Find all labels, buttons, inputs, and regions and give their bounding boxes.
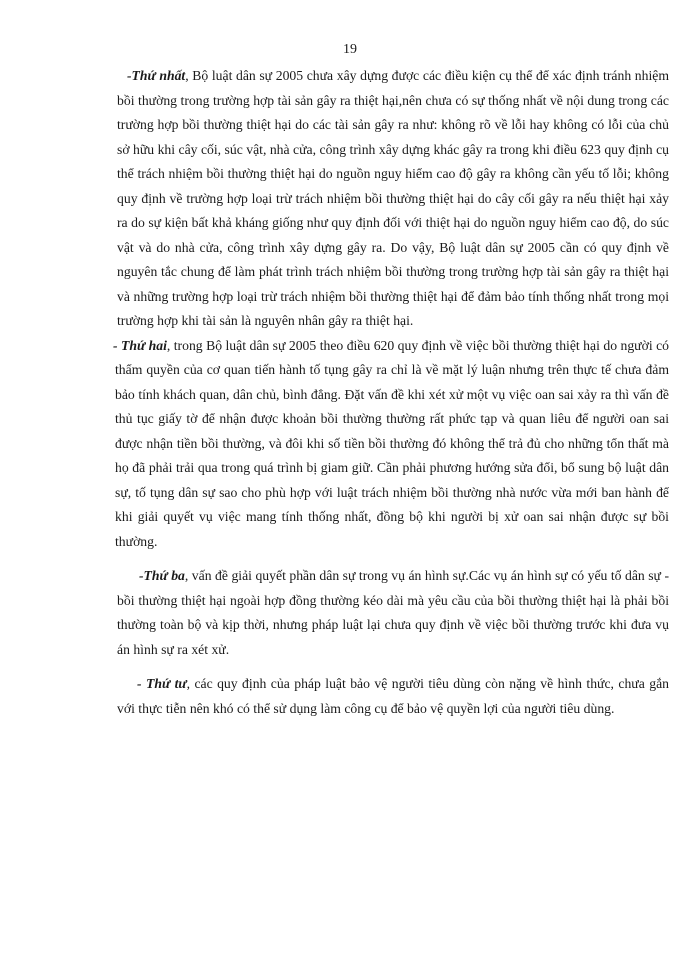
document-body [113, 64, 669, 721]
paragraph-first [117, 64, 669, 334]
paragraph-text: , các quy định của pháp luật bảo vệ người tiêu dùng còn nặng về hình thức, chưa gắn với thực tiễn nên khó có thể sử dụng làm công cụ để bảo vệ quyền lợi của người tiêu dùng. [117, 676, 669, 716]
paragraph-third [117, 564, 669, 662]
paragraph-lead: - Thứ hai [113, 337, 167, 353]
paragraph-lead: -Thứ nhất [127, 68, 186, 83]
paragraph-text: , Bộ luật dân sự 2005 chưa xây dựng được các điều kiện cụ thể để xác định tránh nhiệm bồi thường trong trường hợp tài sản gây ra thiệt hại,nên chưa có sự thống nhất về nội dung trong các trường hợp bồi thường thiệt hại do các tài sản gây ra như: không rõ về lỗi hay không có lỗi của chủ sở hữu khi cây cối, súc vật, nhà cửa, công trình xây dựng khác gây ra trong khi điều 623 quy định cụ thể trách nhiệm bồi thường thiệt hại do nguồn nguy hiểm cao độ gây ra không cần yếu tố lỗi; không quy định về trường hợp loại trừ trách nhiệm bồi thường thiệt hại do cây cối gây ra nếu thiệt hại xảy ra do sự kiện bất khả kháng giống như quy định đối với thiệt hại do nguồn nguy hiểm cao độ, do súc vật và do nhà cửa, công trình xây dựng gây ra. Do vậy, Bộ luật dân sự 2005 cần có quy định về nguyên tắc chung để làm phát trình trách nhiệm bồi thường trong trường hợp tài sản gây ra thiệt hại và những trường hợp loại trừ trách nhiệm bồi thường thiệt hại để đảm bảo tính thống nhất trong mọi trường hợp khi tài sản là nguyên nhân gây ra thiệt hại. [117, 68, 669, 328]
paragraph-second [115, 334, 669, 555]
paragraph-lead: -Thứ ba [139, 568, 185, 583]
paragraph-text: , vấn đề giải quyết phần dân sự trong vụ án hình sự.Các vụ án hình sự có yếu tố dân sự - bồi thường thiệt hại ngoài hợp đồng thường kéo dài mà yêu cầu của bồi thường thiệt hại là phải bồi thường toàn bộ và kịp thời, nhưng pháp luật lại chưa quy định về việc bồi thường trước khi đưa vụ án hình sự ra xét xử. [117, 568, 669, 657]
page-number: 19 [343, 42, 357, 57]
paragraph-lead: - Thứ tư [137, 676, 187, 691]
paragraph-text: , trong Bộ luật dân sự 2005 theo điều 620 quy định về việc bồi thường thiệt hại do người có thẩm quyền của cơ quan tiến hành tố tụng gây ra chỉ là về mặt lý luận nhưng trên thực tế chưa đảm bảo tính khách quan, dân chủ, bình đẳng. Đặt vấn đề khi xét xử một vụ việc oan sai xảy ra thì vấn đề thủ tục giấy tờ để nhận được khoản bồi thường thường rất phức tạp và quan liêu để người oan sai được nhận tiền bồi thường, và đôi khi số tiền bồi thường đó không thể trả đủ cho những tổn thất mà họ đã phải trải qua trong quá trình bị giam giữ. Cần phải phương hướng sửa đổi, bổ sung bộ luật dân sự, tố tụng dân sự sao cho phù hợp với luật trách nhiệm bồi thường nhà nước vừa mới ban hành để khi giải quyết vụ việc mang tính thống nhất, đồng bộ khi người bị xử oan sai nhận được sự bồi thường. [115, 337, 669, 549]
paragraph-fourth [117, 672, 669, 721]
